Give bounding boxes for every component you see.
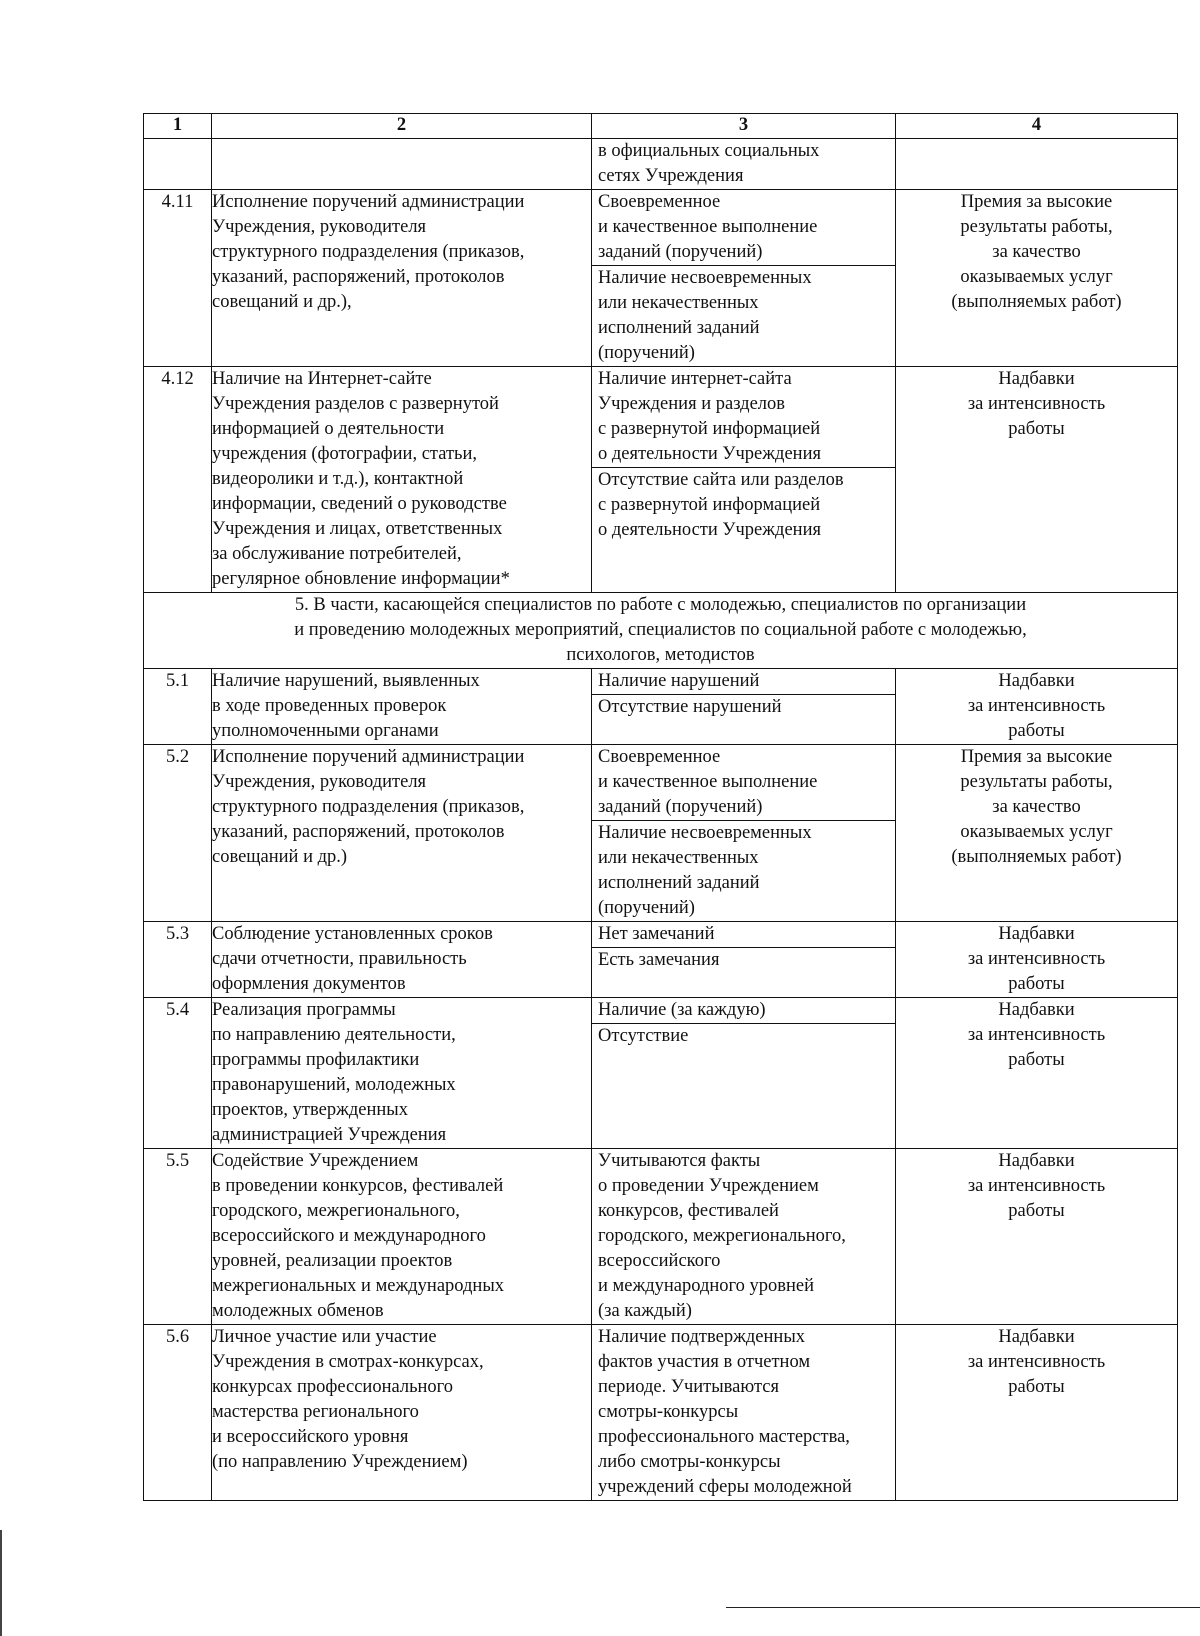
table-row	[144, 922, 1178, 998]
row-indicator: Содействие Учреждением в проведении конкурсов, фестивалей городского, межрегионального, всероссийского и международного уровней, реализации проектов межрегиональных и международных молодежных обменов	[212, 1149, 592, 1325]
row-number: 5.4	[144, 998, 212, 1149]
row-payment: Премия за высокие результаты работы, за качество оказываемых услуг (выполняемых работ)	[896, 745, 1178, 922]
row-payment: Надбавки за интенсивность работы	[896, 1325, 1178, 1501]
criterion: Наличие интернет-сайта Учреждения и разделов с развернутой информацией о деятельности Учреждения	[598, 369, 821, 464]
section-heading-row	[144, 593, 1178, 669]
criterion: Наличие нарушений	[598, 671, 760, 691]
row-criteria	[592, 367, 896, 593]
criterion: Есть замечания	[592, 947, 895, 973]
row-number: 5.1	[144, 669, 212, 745]
criterion: Отсутствие нарушений	[592, 694, 895, 720]
row-criteria	[592, 1325, 896, 1501]
row-criteria	[592, 669, 896, 745]
row-payment: Надбавки за интенсивность работы	[896, 922, 1178, 998]
row-indicator: Наличие на Интернет-сайте Учреждения разделов с развернутой информацией о деятельности учреждения (фотографии, статьи, видеоролики и т.д.), контактной информации, сведений о руководстве Учреждения и лицах, ответственных за обслуживание потребителей, регулярное обновление информации*	[212, 367, 592, 593]
row-criteria	[592, 922, 896, 998]
criterion: в официальных социальных сетях Учреждения	[598, 141, 820, 186]
row-payment: Надбавки за интенсивность работы	[896, 669, 1178, 745]
criterion: Отсутствие сайта или разделов с развернутой информацией о деятельности Учреждения	[592, 467, 895, 543]
criterion: Наличие подтвержденных фактов участия в отчетном периоде. Учитываются смотры-конкурсы профессионального мастерства, либо смотры-конкурсы учреждений сферы молодежной	[598, 1327, 852, 1497]
row-indicator: Реализация программы по направлению деятельности, программы профилактики правонарушений, молодежных проектов, утвержденных администрацией Учреждения	[212, 998, 592, 1149]
row-criteria	[592, 190, 896, 367]
row-payment	[896, 139, 1178, 190]
table-row	[144, 1149, 1178, 1325]
criterion: Нет замечаний	[598, 924, 715, 944]
row-indicator: Исполнение поручений администрации Учреждения, руководителя структурного подразделения (приказов, указаний, распоряжений, протоколов совещаний и др.),	[212, 190, 592, 367]
table-row	[144, 190, 1178, 367]
row-indicator: Наличие нарушений, выявленных в ходе проведенных проверок уполномоченными органами	[212, 669, 592, 745]
footnote-rule	[726, 1607, 1200, 1608]
row-indicator: Исполнение поручений администрации Учреждения, руководителя структурного подразделения (приказов, указаний, распоряжений, протоколов совещаний и др.)	[212, 745, 592, 922]
row-number: 5.2	[144, 745, 212, 922]
row-payment: Надбавки за интенсивность работы	[896, 367, 1178, 593]
header-row	[144, 114, 1178, 139]
criterion: Наличие несвоевременных или некачественных исполнений заданий (поручений)	[592, 265, 895, 366]
row-payment: Надбавки за интенсивность работы	[896, 1149, 1178, 1325]
row-number: 5.3	[144, 922, 212, 998]
row-number: 5.5	[144, 1149, 212, 1325]
criterion: Учитываются факты о проведении Учреждением конкурсов, фестивалей городского, межрегионального, всероссийского и международного уровней (за каждый)	[598, 1151, 846, 1321]
criterion: Своевременное и качественное выполнение заданий (поручений)	[598, 192, 818, 262]
criterion: Отсутствие	[592, 1023, 895, 1049]
row-criteria	[592, 139, 896, 190]
row-criteria	[592, 998, 896, 1149]
row-criteria	[592, 1149, 896, 1325]
table-row	[144, 367, 1178, 593]
scan-edge	[0, 1530, 2, 1636]
row-indicator: Соблюдение установленных сроков сдачи отчетности, правильность оформления документов	[212, 922, 592, 998]
row-criteria	[592, 745, 896, 922]
table-row	[144, 669, 1178, 745]
criterion: Наличие (за каждую)	[598, 1000, 766, 1020]
row-number: 4.12	[144, 367, 212, 593]
header-col-4: 4	[896, 114, 1178, 139]
row-indicator: Личное участие или участие Учреждения в смотрах-конкурсах, конкурсах профессионального мастерства регионального и всероссийского уровня (по направлению Учреждением)	[212, 1325, 592, 1501]
header-col-1: 1	[144, 114, 212, 139]
criteria-table	[143, 113, 1178, 1501]
header-col-2: 2	[212, 114, 592, 139]
row-number: 5.6	[144, 1325, 212, 1501]
criterion: Своевременное и качественное выполнение заданий (поручений)	[598, 747, 818, 817]
table-row	[144, 998, 1178, 1149]
table-row	[144, 139, 1178, 190]
criterion: Наличие несвоевременных или некачественных исполнений заданий (поручений)	[592, 820, 895, 921]
table-row	[144, 1325, 1178, 1501]
header-col-3: 3	[592, 114, 896, 139]
row-payment: Премия за высокие результаты работы, за качество оказываемых услуг (выполняемых работ)	[896, 190, 1178, 367]
row-number: 4.11	[144, 190, 212, 367]
row-payment: Надбавки за интенсивность работы	[896, 998, 1178, 1149]
table-row	[144, 745, 1178, 922]
row-indicator	[212, 139, 592, 190]
row-number	[144, 139, 212, 190]
section-heading: 5. В части, касающейся специалистов по работе с молодежью, специалистов по организации и проведению молодежных мероприятий, специалистов по социальной работе с молодежью, психологов, методистов	[144, 593, 1178, 669]
